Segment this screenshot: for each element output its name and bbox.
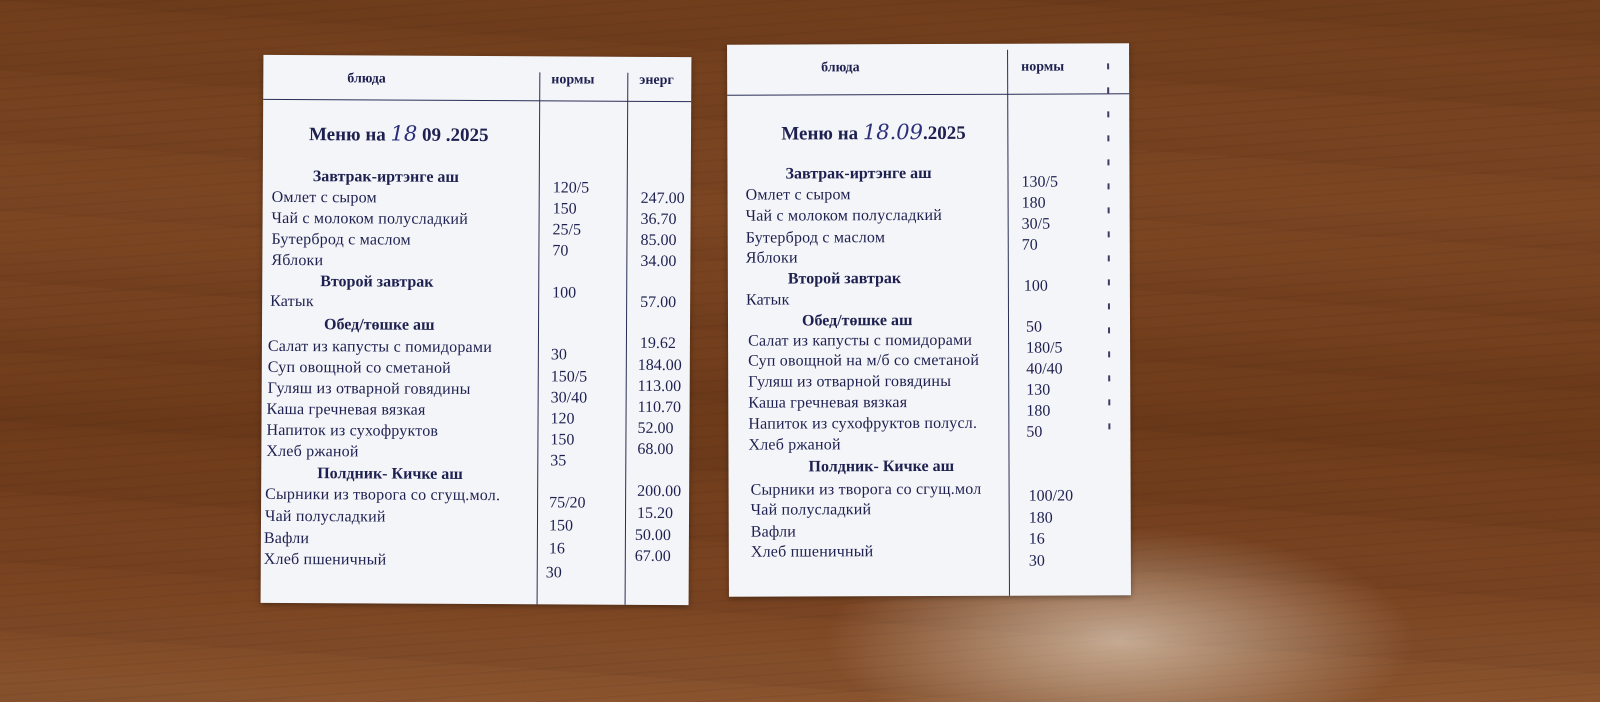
norm-value: 30 [550,346,567,364]
section-heading-lunch: Обед/төшке аш [323,316,435,334]
cut-off-column-marks [1105,63,1112,447]
norm-value: 180 [1028,509,1053,527]
norm-value: 35 [550,452,567,470]
norm-value: 50 [1026,423,1043,441]
dish-item: Напиток из сухофруктов [266,421,439,440]
dish-item: Чай полусладкий [264,507,386,526]
section-heading-snack: Полдник- Кичке аш [317,465,463,483]
norm-value: 30 [545,564,562,582]
dish-item: Яблоки [745,249,798,267]
menu-title: Меню на 18.09.2025 [781,120,966,145]
energy-value: 67.00 [634,547,671,566]
energy-value: 15.20 [636,504,674,523]
norm-value: 30/5 [1021,215,1051,233]
column-rule-1 [1007,50,1010,596]
header-rule [727,93,1129,95]
energy-value: 110.70 [637,398,682,417]
table-header [727,43,1129,76]
energy-value: 85.00 [640,231,677,250]
dish-item: Суп овощной на м/б со сметаной [748,351,980,370]
dish-item: Хлеб пшеничный [750,543,874,561]
norm-value: 150/5 [550,368,588,386]
norm-value: 120 [550,410,575,428]
energy-value: 200.00 [637,482,682,501]
dish-item: Вафли [750,523,797,541]
dish-item: Чай с молоком полусладкий [271,209,469,228]
norm-value: 25/5 [552,221,582,239]
table-header [263,55,691,89]
menu-sheet-left [261,55,692,605]
dish-item: Салат из капусты с помидорами [267,337,493,357]
section-heading-second-breakfast: Второй завтрак [320,273,434,291]
section-heading-snack: Полдник- Кичке аш [808,457,955,476]
energy-value: 184.00 [637,356,682,375]
dish-item: Вафли [263,529,310,548]
dish-item: Хлеб пшеничный [263,550,387,569]
energy-value: 34.00 [640,252,677,271]
dish-item: Суп овощной со сметаной [267,358,452,377]
norm-value: 16 [1028,530,1045,548]
dish-item: Хлеб ржаной [266,442,359,461]
norm-value: 40/40 [1026,360,1063,378]
section-heading-breakfast: Завтрак-иртэнге аш [312,168,459,186]
menu-title: Меню на 18 09 .2025 [308,121,489,147]
handwritten-day: 18 [390,121,418,146]
header-dishes: блюда [347,71,386,87]
energy-value: 36.70 [640,210,677,229]
dish-item: Чай полусладкий [750,501,872,519]
norm-value: 70 [552,242,569,260]
dish-item: Хлеб ржаной [748,436,841,454]
norm-value: 30 [1028,552,1045,570]
norm-value: 70 [1021,236,1038,254]
column-rule-1 [537,72,541,604]
norm-value: 16 [548,540,565,558]
energy-value: 247.00 [640,189,685,208]
dish-item: Салат из капусты с помидорами [748,331,973,350]
norm-value: 50 [1025,318,1043,336]
menu-sheet-right [727,43,1131,596]
norm-value: 30/40 [550,389,588,407]
norm-value: 100 [552,284,577,302]
norm-value: 180 [1026,402,1051,420]
dish-item: Гуляш из отварной говядины [748,372,952,391]
norm-value: 100 [1023,277,1048,295]
dish-item: Бутерброд с маслом [271,230,411,249]
header-energy: энерг [639,72,674,89]
energy-value: 52.00 [637,419,674,438]
energy-value: 57.00 [640,293,677,312]
norm-value: 180/5 [1026,339,1063,357]
dish-item: Каша гречневая вязкая [748,394,908,412]
header-norms: нормы [1021,59,1065,75]
norm-value: 150 [552,200,577,218]
energy-value: 113.00 [637,377,682,396]
dish-item: Катык [745,291,790,309]
dish-item: Гуляш из отварной говядины [267,379,471,398]
dish-item: Сырники из творога со сгущ.мол [750,480,982,499]
norm-value: 150 [550,431,575,449]
dish-item: Сырники из творога со сгущ.мол. [265,485,501,505]
norm-value: 150 [548,517,574,535]
section-heading-second-breakfast: Второй завтрак [787,270,902,288]
header-norms: нормы [551,72,595,88]
dish-item: Яблоки [271,251,324,270]
energy-value: 50.00 [634,526,671,545]
norm-value: 180 [1021,194,1046,212]
dish-item: Омлет с сыром [745,186,851,204]
column-rule-2 [625,73,629,605]
norm-value: 130 [1026,381,1051,399]
dish-item: Бутерброд с маслом [745,229,886,247]
energy-value: 19.62 [639,334,676,353]
norm-value: 120/5 [552,179,590,197]
section-heading-breakfast: Завтрак-иртэнге аш [785,164,932,183]
norm-value: 100/20 [1028,487,1074,505]
dish-item: Каша гречневая вязкая [266,400,426,419]
energy-value: 68.00 [637,440,674,459]
dish-item: Чай с молоком полусладкий [745,206,943,225]
dish-item: Катык [270,292,314,311]
handwritten-date: 18.09 [862,120,924,145]
section-heading-lunch: Обед/төшке аш [801,312,913,330]
dish-item: Напиток из сухофруктов полусл. [748,414,978,433]
header-dishes: блюда [821,60,860,76]
norm-value: 75/20 [549,494,586,512]
norm-value: 130/5 [1021,173,1059,191]
dish-item: Омлет с сыром [271,188,377,207]
